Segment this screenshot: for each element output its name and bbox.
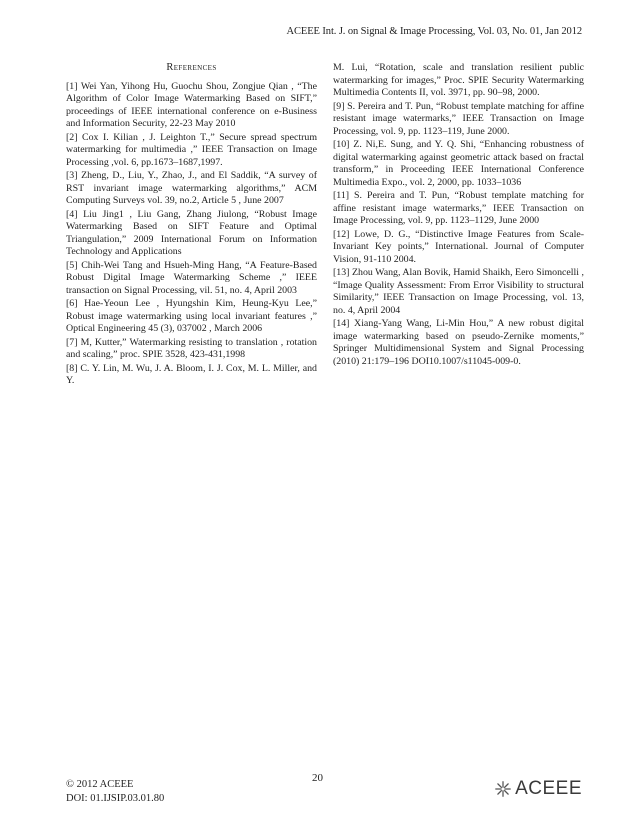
references-left-column (66, 62, 317, 389)
footer-info (66, 778, 164, 806)
reference-item: [2] Cox I. Kilian , J. Leighton T.,” Secure spread spectrum watermarking for multimedia ,” IEEE Transaction on Image Processing ,vol. 6, pp.1673–1687,1997. (66, 131, 317, 168)
reference-item: [14] Xiang-Yang Wang, Li-Min Hou,” A new robust digital image watermarking based on pseudo-Zernike moments,” Springer Multidimensional System and Signal Processing (2010) 21:179–196 DOI10.1007/s11045-009-0. (333, 318, 584, 367)
journal-header: ACEEE Int. J. on Signal & Image Processing, Vol. 03, No. 01, Jan 2012 (286, 26, 582, 37)
reference-item: [10] Z. Ni,E. Sung, and Y. Q. Shi, “Enhancing robustness of digital watermarking against geometric attack based on fractal transform,” in Proceeding IEEE International Conference Multimedia Expo., vol. 2, 2000, pp. 1033–1036 (333, 139, 584, 188)
reference-item: [8] C. Y. Lin, M. Wu, J. A. Bloom, I. J. Cox, M. L. Miller, and Y. (66, 362, 317, 386)
reference-item: [13] Zhou Wang, Alan Bovik, Hamid Shaikh, Eero Simoncelli , “Image Quality Assessment: From Error Visibility to structural Similarity,” IEEE Transaction on Image Processing, vol. 13, no. 4, April 2004 (333, 267, 584, 316)
doi-text: DOI: 01.IJSIP.03.01.80 (66, 793, 165, 804)
reference-item: [11] S. Pereira and T. Pun, “Robust template matching for affine resistant image watermarks,” IEEE Transaction on Image Processing, vol. 9, pp. 1123–1129, June 2000 (333, 190, 584, 226)
references-right-column (333, 62, 584, 369)
reference-item: [7] M, Kutter,” Watermarking resisting to translation , rotation and scaling,” proc. SPIE 3528, 423-431,1998 (66, 336, 317, 360)
reference-item: [1] Wei Yan, Yihong Hu, Guochu Shou, Zongjue Qian , “The Algorithm of Color Image Watermarking Based on SIFT,” proceedings of IEEE international conference on e-Business and Information Security, 22-23 May 2010 (66, 80, 317, 129)
reference-item: M. Lui, “Rotation, scale and translation resilient public watermarking for images,” Proc. SPIE Security Watermarking Multimedia Contents II, vol. 3971, pp. 90–98, 2000. (333, 62, 584, 98)
reference-item: [9] S. Pereira and T. Pun, “Robust template matching for affine resistant image watermarks,” IEEE Transaction on Image Processing, vol. 9, pp. 1123–119, June 2000. (333, 100, 584, 137)
reference-item: [12] Lowe, D. G., “Distinctive Image Features from Scale-Invariant Key points,” International. Journal of Computer Vision, 91-110 2004. (333, 228, 584, 265)
aceee-logo (494, 778, 582, 800)
reference-item: [5] Chih-Wei Tang and Hsueh-Ming Hang, “A Feature-Based Robust Digital Image Watermarking Scheme ,” IEEE transaction on Signal Processing, vil. 51, no. 4, April 2003 (66, 259, 317, 296)
reference-item: [3] Zheng, D., Liu, Y., Zhao, J., and El Saddik, “A survey of RST invariant image watermarking algorithms,” ACM Computing Surveys vol. 39, no.2, Article 5 , June 2007 (66, 170, 317, 206)
page-number: 20 (312, 772, 323, 784)
copyright-text: © 2012 ACEEE (66, 779, 134, 790)
aceee-star-logo-icon (494, 780, 512, 798)
references-title: References (166, 62, 217, 73)
reference-item: [6] Hae-Yeoun Lee , Hyungshin Kim, Heung-Kyu Lee,” Robust image watermarking using local invariant features ,” Optical Engineering 45 (3), 037002 , March 2006 (66, 298, 317, 334)
reference-item: [4] Liu Jing1 , Liu Gang, Zhang Jiulong, “Robust Image Watermarking Based on SIFT Feature and Optimal Triangulation,” 2009 International Forum on Information Technology and Applications (66, 208, 317, 257)
logo-text: ACEEE (515, 778, 582, 799)
